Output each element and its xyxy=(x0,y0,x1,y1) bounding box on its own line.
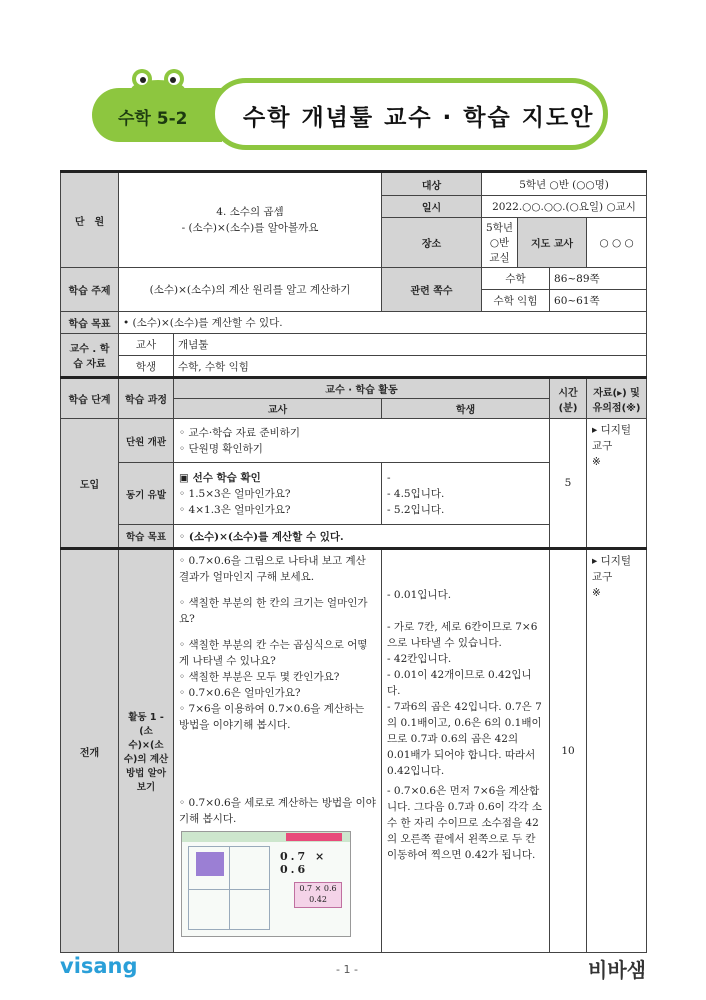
student-materials-value: 수학, 수학 익힘 xyxy=(174,356,647,378)
page-number: - 1 - xyxy=(336,963,358,976)
target-label: 대상 xyxy=(382,172,482,196)
page-title: 수학 개념툴 교수 · 학습 지도안 xyxy=(243,105,595,131)
goal-value: • (소수)×(소수)를 계산할 수 있다. xyxy=(119,312,647,334)
stage-header: 학습 단계 xyxy=(61,378,119,419)
unit-label: 단 원 xyxy=(61,172,119,268)
visang-logo: visang xyxy=(60,954,138,978)
develop-stage: 전개 xyxy=(61,549,119,953)
teacher-value: ○ ○ ○ xyxy=(587,218,647,268)
topic-value: (소수)×(소수)의 계산 원리를 알고 계산하기 xyxy=(119,268,382,312)
book1: 수학 xyxy=(482,268,550,290)
intro-time: 5 xyxy=(550,419,587,549)
unit-value: 4. 소수의 곱셈 - (소수)×(소수)를 알아볼까요 xyxy=(119,172,382,268)
goal-label: 학습 목표 xyxy=(61,312,119,334)
intro-process-overview: 단원 개관 xyxy=(119,419,174,463)
develop-process: 활동 1 - (소수)×(소수)의 계산 방법 알아보기 xyxy=(119,549,174,953)
develop-student: - 0.01입니다. - 가로 7칸, 세로 6칸이므로 7×6으로 나타낼 수 있습니다. - 42칸입니다. - 0.01이 42개이므로 0.42입니다. - 7과6의 곱은 42입니다. 0.7은 7의 0.1배이고, 0.6은 6의 0.1배이므로 0.7과 0.6의 곱은 42의 0.01배가 되어야 합니다. 따라서 0.42입니다. - 0.7×0.6은 먼저 7×6을 계산합니다. 그다음 0.7과 0.6이 각각 소수 한 자리 수이므로 소수점을 42의 오른쪽 끝에서 왼쪽으로 두 칸 이동하여 찍으면 0.42가 됩니다. xyxy=(382,549,550,953)
book1-pages: 86~89쪽 xyxy=(550,268,647,290)
intro-process-goal: 학습 목표 xyxy=(119,525,174,549)
intro-materials: ▸ 디지털교구 ※ xyxy=(587,419,647,549)
motivation-student: - - 4.5입니다. - 5.2입니다. xyxy=(382,463,550,525)
teacher-materials-label: 교사 xyxy=(119,334,174,356)
develop-teacher: ◦ 0.7×0.6을 그림으로 나타내 보고 계산 결과가 얼마인지 구해 보세요. ◦ 색칠한 부분의 한 칸의 크기는 얼마인가요? ◦ 색칠한 부분의 칸 수는 곱심식으로 어떻게 나타낼 수 있나요? ◦ 색칠한 부분은 모두 몇 칸인가요? ◦ 0.7×0.6은 얼마인가요? ◦ 7×6을 이용하여 0.7×0.6을 계산하는 방법을 이야기해 봅시다. ◦ 0.7×0.6을 세로로 계산하는 방법을 이야기해 봅시다. 0.7 × 0.6 0.7 × 0.6 0.42 xyxy=(174,549,382,953)
date-value: 2022.○○.○○.(○요일) ○교시 xyxy=(482,196,647,218)
intro-goal-text: ◦ (소수)×(소수)를 계산할 수 있다. xyxy=(174,525,550,549)
book2: 수학 익힘 xyxy=(482,290,550,312)
teacher-materials-value: 개념툴 xyxy=(174,334,647,356)
materials-label: 교수 . 학습 자료 xyxy=(61,334,119,378)
time-header: 시간 (분) xyxy=(550,378,587,419)
activity-header: 교수 · 학습 활동 xyxy=(174,378,550,399)
student-header: 학생 xyxy=(382,399,550,419)
subject-badge xyxy=(92,88,222,142)
motivation-teacher: ▣ 선수 학습 확인 ◦ 1.5×3은 얼마인가요? ◦ 4×1.3은 얼마인가요? xyxy=(174,463,382,525)
target-value: 5학년 ○반 (○○명) xyxy=(482,172,647,196)
screen-expression: 0.7 × 0.6 xyxy=(280,850,328,876)
related-pages-label: 관련 쪽수 xyxy=(382,268,482,312)
screen-answer-box: 0.7 × 0.6 0.42 xyxy=(294,882,342,908)
concept-tool-screenshot xyxy=(181,831,351,937)
teacher-header: 교사 xyxy=(174,399,382,419)
title-banner xyxy=(210,78,608,150)
process-header: 학습 과정 xyxy=(119,378,174,419)
date-label: 일시 xyxy=(382,196,482,218)
footer xyxy=(0,945,706,1000)
screen-shaded-area xyxy=(196,852,224,876)
place-label: 장소 xyxy=(382,218,482,268)
teacher-label: 지도 교사 xyxy=(518,218,587,268)
develop-time: 10 xyxy=(550,549,587,953)
book2-pages: 60~61쪽 xyxy=(550,290,647,312)
subject-label: 수학 5-2 xyxy=(118,109,188,129)
intro-overview-text: ◦ 교수·학습 자료 준비하기 ◦ 단원명 확인하기 xyxy=(174,419,550,463)
header xyxy=(0,0,706,170)
place-value: 5학년 ○반 교실 xyxy=(482,218,518,268)
develop-materials: ▸ 디지털교구 ※ xyxy=(587,549,647,953)
materials-header: 자료(▸) 및 유의점(※) xyxy=(587,378,647,419)
intro-stage: 도입 xyxy=(61,419,119,549)
topic-label: 학습 주제 xyxy=(61,268,119,312)
bibasam-logo: 비바샘 xyxy=(588,958,646,982)
intro-process-motivation: 동기 유발 xyxy=(119,463,174,525)
lesson-plan-table xyxy=(60,170,646,936)
student-materials-label: 학생 xyxy=(119,356,174,378)
